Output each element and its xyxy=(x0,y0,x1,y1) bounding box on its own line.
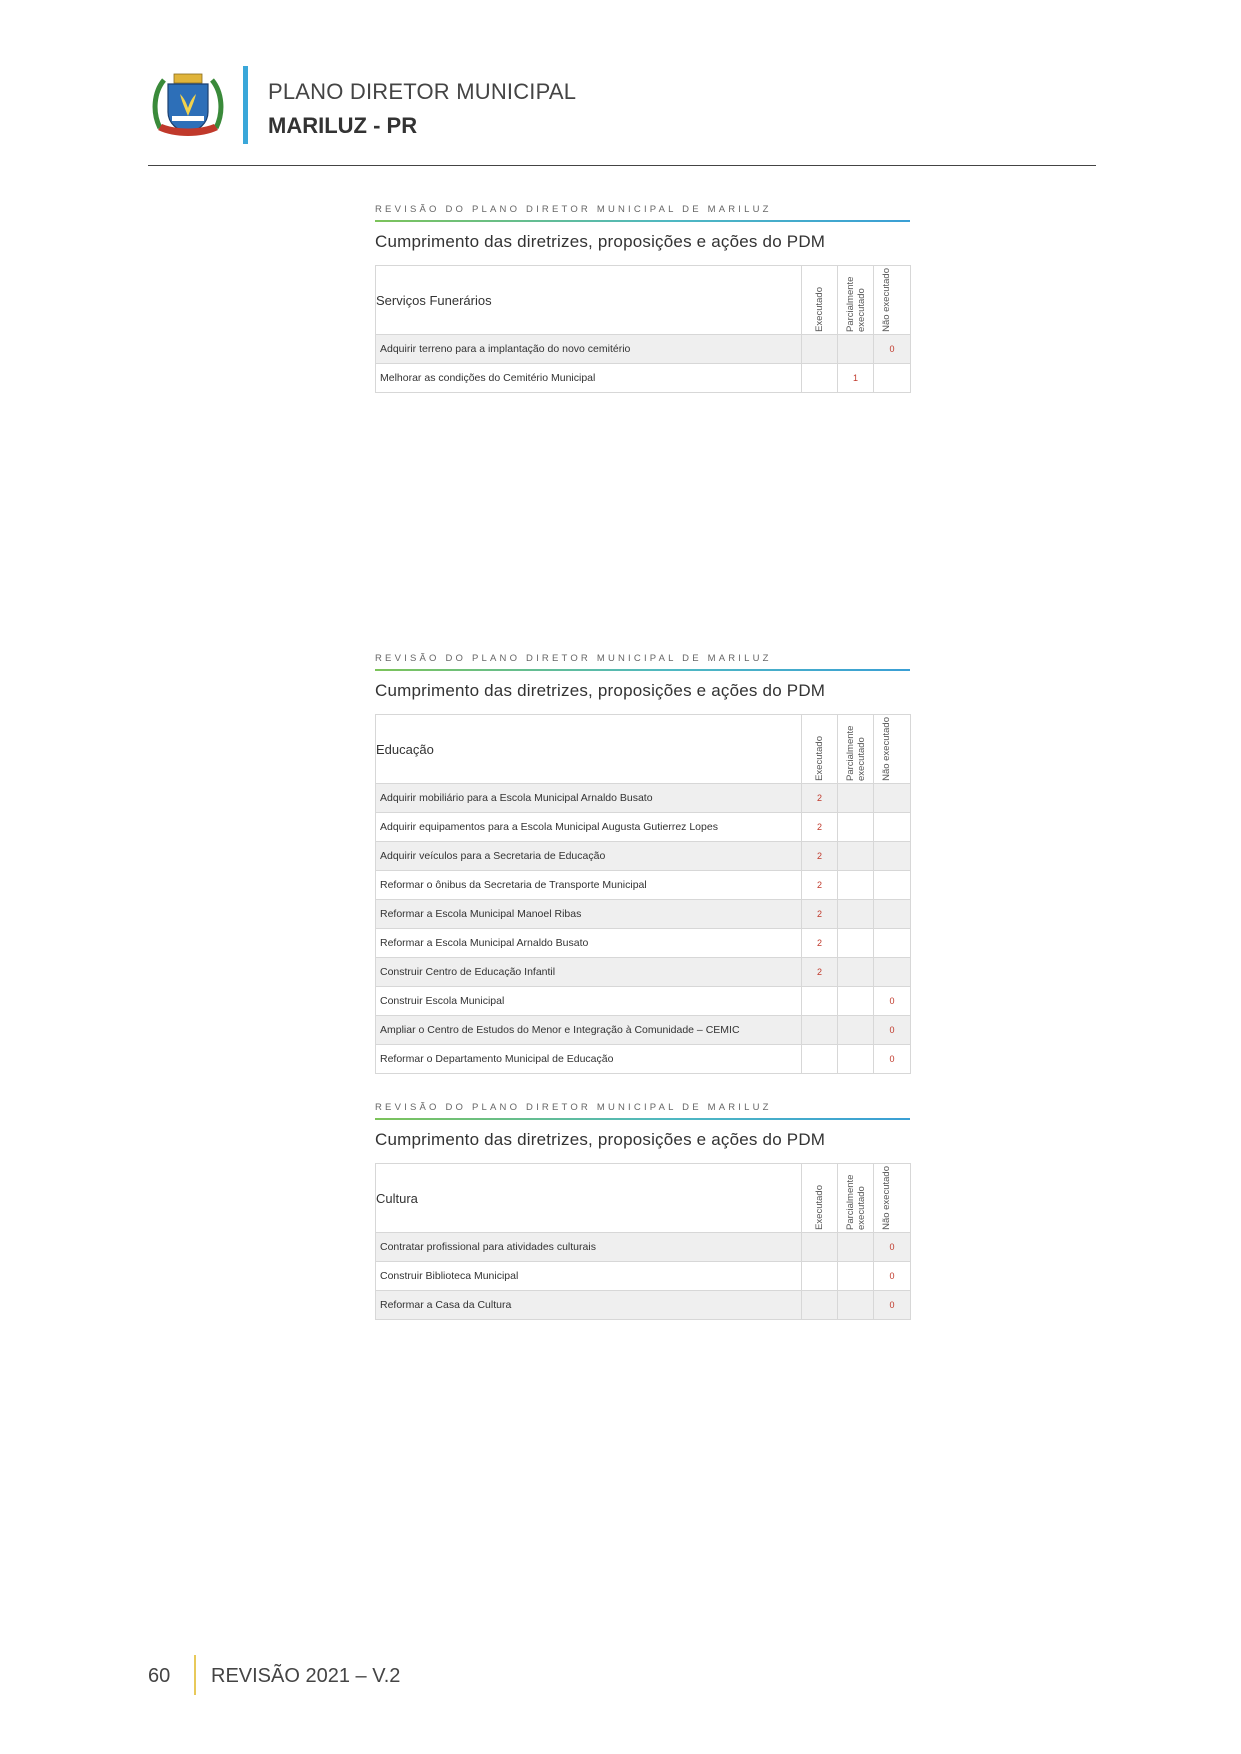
row-label: Reformar o Departamento Municipal de Educação xyxy=(376,1045,802,1074)
cell-parcial xyxy=(838,335,874,364)
cell-nao xyxy=(874,813,911,842)
row-label: Construir Biblioteca Municipal xyxy=(376,1262,802,1291)
cell-parcial xyxy=(838,842,874,871)
table-row xyxy=(376,1045,911,1074)
table-row xyxy=(376,900,911,929)
row-label: Construir Centro de Educação Infantil xyxy=(376,958,802,987)
cell-executado: 2 xyxy=(802,958,838,987)
column-header-nao-executado: Não executado xyxy=(874,1164,911,1233)
section-gradient-rule xyxy=(375,1118,910,1120)
status-table xyxy=(375,1163,911,1320)
cell-executado xyxy=(802,1016,838,1045)
cell-nao: 0 xyxy=(874,987,911,1016)
row-label: Reformar a Escola Municipal Arnaldo Busato xyxy=(376,929,802,958)
section-heading: Cumprimento das diretrizes, proposições e ações do PDM xyxy=(375,232,826,251)
table-row xyxy=(376,1291,911,1320)
cell-parcial xyxy=(838,900,874,929)
cell-parcial xyxy=(838,958,874,987)
section-heading: Cumprimento das diretrizes, proposições e ações do PDM xyxy=(375,1130,826,1149)
section-kicker: REVISÃO DO PLANO DIRETOR MUNICIPAL DE MARILUZ xyxy=(375,204,772,215)
cell-executado: 2 xyxy=(802,929,838,958)
row-label: Adquirir terreno para a implantação do novo cemitério xyxy=(376,335,802,364)
table-row xyxy=(376,842,911,871)
section-cultura xyxy=(375,1101,910,1320)
table-row xyxy=(376,813,911,842)
cell-executado: 2 xyxy=(802,900,838,929)
section-gradient-rule xyxy=(375,669,910,671)
row-label: Ampliar o Centro de Estudos do Menor e Integração à Comunidade – CEMIC xyxy=(376,1016,802,1045)
row-label: Reformar a Escola Municipal Manoel Ribas xyxy=(376,900,802,929)
cell-executado xyxy=(802,335,838,364)
section-gradient-rule xyxy=(375,220,910,222)
section-kicker: REVISÃO DO PLANO DIRETOR MUNICIPAL DE MARILUZ xyxy=(375,1102,772,1113)
status-table xyxy=(375,714,911,1074)
cell-executado: 2 xyxy=(802,784,838,813)
cell-parcial xyxy=(838,784,874,813)
section-servicos-funerarios xyxy=(375,203,910,393)
cell-parcial xyxy=(838,871,874,900)
page-header xyxy=(0,0,1241,170)
row-label: Adquirir veículos para a Secretaria de Educação xyxy=(376,842,802,871)
municipality-name: MARILUZ - PR xyxy=(268,113,418,138)
cell-parcial: 1 xyxy=(838,364,874,393)
cell-executado xyxy=(802,364,838,393)
row-label: Construir Escola Municipal xyxy=(376,987,802,1016)
cell-executado xyxy=(802,1233,838,1262)
table-row xyxy=(376,1016,911,1045)
cell-nao: 0 xyxy=(874,1016,911,1045)
cell-nao: 0 xyxy=(874,335,911,364)
cell-nao xyxy=(874,900,911,929)
table-row xyxy=(376,871,911,900)
cell-executado: 2 xyxy=(802,813,838,842)
category-header: Cultura xyxy=(376,1164,802,1233)
cell-nao: 0 xyxy=(874,1233,911,1262)
cell-nao xyxy=(874,784,911,813)
footer-divider xyxy=(194,1655,196,1695)
row-label: Reformar a Casa da Cultura xyxy=(376,1291,802,1320)
cell-parcial xyxy=(838,1045,874,1074)
cell-nao xyxy=(874,929,911,958)
row-label: Adquirir equipamentos para a Escola Municipal Augusta Gutierrez Lopes xyxy=(376,813,802,842)
table-row xyxy=(376,335,911,364)
column-header-executado: Executado xyxy=(802,715,838,784)
table-row xyxy=(376,929,911,958)
cell-parcial xyxy=(838,1262,874,1291)
status-table xyxy=(375,265,911,393)
table-row xyxy=(376,784,911,813)
cell-parcial xyxy=(838,929,874,958)
cell-parcial xyxy=(838,987,874,1016)
cell-executado xyxy=(802,987,838,1016)
section-educacao xyxy=(375,652,910,1074)
cell-nao xyxy=(874,842,911,871)
cell-nao xyxy=(874,364,911,393)
cell-nao: 0 xyxy=(874,1045,911,1074)
cell-parcial xyxy=(838,813,874,842)
table-row xyxy=(376,987,911,1016)
cell-executado xyxy=(802,1262,838,1291)
column-header-parcialmente: Parcialmente executado xyxy=(838,1164,874,1233)
section-heading: Cumprimento das diretrizes, proposições e ações do PDM xyxy=(375,681,826,700)
column-header-executado: Executado xyxy=(802,1164,838,1233)
table-row xyxy=(376,364,911,393)
column-header-parcialmente: Parcialmente executado xyxy=(838,266,874,335)
header-accent-bar xyxy=(243,66,248,144)
cell-nao: 0 xyxy=(874,1262,911,1291)
cell-nao: 0 xyxy=(874,1291,911,1320)
page-number: 60 xyxy=(148,1665,171,1687)
cell-executado: 2 xyxy=(802,871,838,900)
cell-parcial xyxy=(838,1291,874,1320)
row-label: Contratar profissional para atividades culturais xyxy=(376,1233,802,1262)
row-label: Melhorar as condições do Cemitério Municipal xyxy=(376,364,802,393)
cell-parcial xyxy=(838,1016,874,1045)
category-header: Educação xyxy=(376,715,802,784)
column-header-nao-executado: Não executado xyxy=(874,715,911,784)
table-row xyxy=(376,1262,911,1291)
column-header-nao-executado: Não executado xyxy=(874,266,911,335)
cell-executado: 2 xyxy=(802,842,838,871)
document-title: PLANO DIRETOR MUNICIPAL xyxy=(268,79,577,104)
category-header: Serviços Funerários xyxy=(376,266,802,335)
row-label: Adquirir mobiliário para a Escola Municipal Arnaldo Busato xyxy=(376,784,802,813)
revision-label: REVISÃO 2021 – V.2 xyxy=(211,1665,401,1687)
cell-parcial xyxy=(838,1233,874,1262)
table-row xyxy=(376,958,911,987)
cell-nao xyxy=(874,871,911,900)
municipal-crest-logo xyxy=(150,72,226,142)
table-row xyxy=(376,1233,911,1262)
column-header-parcialmente: Parcialmente executado xyxy=(838,715,874,784)
header-divider xyxy=(148,165,1096,166)
cell-nao xyxy=(874,958,911,987)
cell-executado xyxy=(802,1045,838,1074)
column-header-executado: Executado xyxy=(802,266,838,335)
section-kicker: REVISÃO DO PLANO DIRETOR MUNICIPAL DE MARILUZ xyxy=(375,653,772,664)
row-label: Reformar o ônibus da Secretaria de Transporte Municipal xyxy=(376,871,802,900)
cell-executado xyxy=(802,1291,838,1320)
